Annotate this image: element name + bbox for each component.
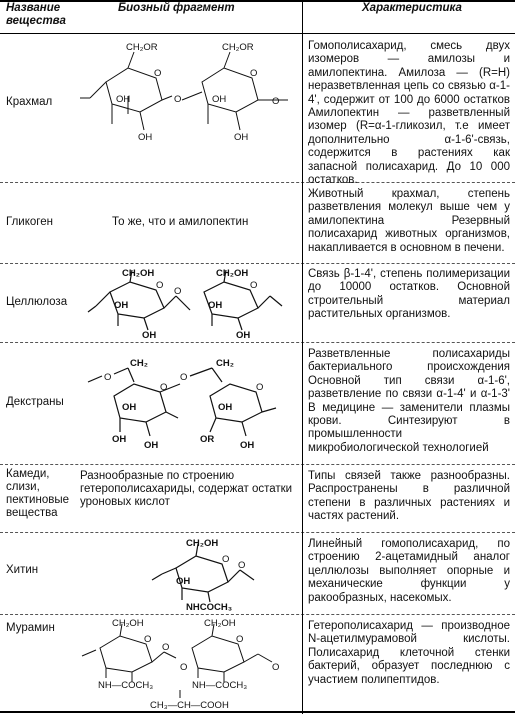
row-name-starch: Крахмал xyxy=(6,96,53,108)
row-name-dextrans: Декстраны xyxy=(6,396,64,408)
dextran-oh-b1: OH xyxy=(144,440,159,451)
cellulose-ch2oh-1: CH₂OH xyxy=(122,268,155,279)
chitin-ring-o: O xyxy=(222,554,230,565)
row-divider xyxy=(0,342,515,343)
table-header xyxy=(0,0,515,32)
row-name-muramin: Мурамин xyxy=(6,622,55,634)
muramin-ch2oh-2: CH₂OH xyxy=(204,618,236,629)
dextran-ch2-1: CH₂ xyxy=(130,358,148,369)
starch-ch2or-1: CH₂OR xyxy=(126,42,158,53)
row-description-starch: Гомополисахарид, смесь двух изомеров — амилозы и амилопектина. Амилоза — (R=H) неразветвленная цепь со связью α-1-4', содержит от 100 до 6000 остатков Амилопектин — разветвленный изомер (R=α-1-гликозил, т.е имеет дополнительно α-1-6'-связь, содержится в растениях как запасной полисахарид. До 10 000 остатков. xyxy=(308,40,510,187)
starch-link-o-2: O xyxy=(272,96,280,107)
row-description-dextrans: Разветвленные полисахариды бактериального происхождения Основной тип связи α-1-6', разветвление по связи α-1-4' и α-1-3' В медицине — заменители плазмы крови. Синтезируют в промышленности микробиологической технологией xyxy=(308,348,510,454)
row-description-muramin: Гетерополисахарид — производное N-ацетилмурамовой кислоты. Полисахарид клеточной стенки бактерий, образует последнюю с участием полипептидов. xyxy=(308,620,510,686)
dextran-o-top-2: O xyxy=(180,372,188,383)
dextran-ring-o-1: O xyxy=(160,382,168,393)
cellulose-oh-b1: OH xyxy=(142,330,157,341)
row-name-glycogen: Гликоген xyxy=(6,216,53,228)
column-divider xyxy=(302,0,303,714)
muramin-nh-2: NH—COCH₃ xyxy=(192,680,248,691)
chitin-link-o: O xyxy=(238,560,246,571)
dextran-oh-b0: OH xyxy=(112,434,127,445)
row-divider xyxy=(0,614,515,615)
fragment-gums: Разнообразные по строению гетерополисахариды, содержат остатки уроновых кислот xyxy=(80,470,293,508)
chitin-oh: OH xyxy=(176,576,191,587)
row-name-gums: Камеди, слизи, пектиновые вещества xyxy=(6,468,69,519)
starch-ch2or-2: CH₂OR xyxy=(222,42,254,53)
starch-oh-b1: OH xyxy=(138,132,153,143)
starch-oh-a2: OH xyxy=(212,94,227,105)
cellulose-oh-a1: OH xyxy=(114,300,129,311)
muramin-mid-o-2: O xyxy=(272,662,280,673)
starch-oh-a1: OH xyxy=(116,94,131,105)
chitin-structure xyxy=(150,536,270,612)
dextran-ring-o-2: O xyxy=(256,382,264,393)
muramin-ch2oh-1: CH₂OH xyxy=(112,618,144,629)
dextran-or: OR xyxy=(200,434,215,445)
header-characteristic: Характеристика xyxy=(362,2,462,14)
muramin-ring-o-1: O xyxy=(144,634,152,645)
dextran-o-top-1: O xyxy=(104,372,112,383)
dextran-structure xyxy=(86,346,298,462)
cellulose-ring-o-2: O xyxy=(250,280,258,291)
chitin-nhcoch3: NHCOCH₃ xyxy=(186,602,233,613)
muramin-ch3ch-cooh: CH₃—CH—COOH xyxy=(150,700,229,711)
header-divider xyxy=(0,33,515,34)
muramin-ring-o-2: O xyxy=(236,634,244,645)
row-description-gums: Типы связей также разнообразны. Распространены в различной степени в различных растениях и частях растений. xyxy=(308,470,510,523)
muramin-structure xyxy=(80,618,302,712)
row-description-chitin: Линейный гомополисахарид, по строению 2-ацетамидный аналог целлюлозы выполняет опорные и механические функции у ракообразных, насекомых. xyxy=(308,538,510,604)
starch-ring-o-1: O xyxy=(154,68,162,79)
cellulose-oh-a2: OH xyxy=(208,300,223,311)
dextran-oh-a2: OH xyxy=(218,402,233,413)
row-name-cellulose: Целлюлоза xyxy=(6,296,68,308)
header-fragment: Биозный фрагмент xyxy=(118,2,235,14)
muramin-nh-1: NH—COCH₃ xyxy=(98,680,154,691)
cellulose-structure xyxy=(86,266,298,340)
row-divider xyxy=(0,532,515,533)
cellulose-oh-b2: OH xyxy=(236,330,251,341)
dextran-oh-a1: OH xyxy=(122,402,137,413)
cellulose-ring-o-1: O xyxy=(156,280,164,291)
row-description-cellulose: Связь β-1-4', степень полимеризации до 10000 остатков. Основной строительный материал растительных организмов. xyxy=(308,268,510,321)
row-name-chitin: Хитин xyxy=(6,564,39,576)
fragment-glycogen: То же, что и амилопектин xyxy=(112,216,249,228)
starch-oh-b2: OH xyxy=(234,132,249,143)
header-name: Название вещества xyxy=(6,2,66,27)
row-description-glycogen: Животный крахмал, степень разветвления молекул выше чем у амилопектина Резервный полисахарид животных организмов, накапливается в основном в печени. xyxy=(308,188,510,254)
muramin-mid-o-1: O xyxy=(180,662,188,673)
cellulose-ch2oh-2: CH₂OH xyxy=(216,268,249,279)
starch-link-o-1: O xyxy=(174,94,182,105)
dextran-oh-b2: OH xyxy=(240,440,255,451)
cellulose-link-o: O xyxy=(174,286,182,297)
muramin-link-o: O xyxy=(162,642,170,653)
starch-ring-o-2: O xyxy=(250,68,258,79)
row-divider xyxy=(0,464,515,465)
dextran-ch2-2: CH₂ xyxy=(216,358,234,369)
row-divider xyxy=(0,263,515,264)
chitin-ch2oh: CH₂OH xyxy=(186,538,219,549)
starch-structure xyxy=(78,38,300,178)
